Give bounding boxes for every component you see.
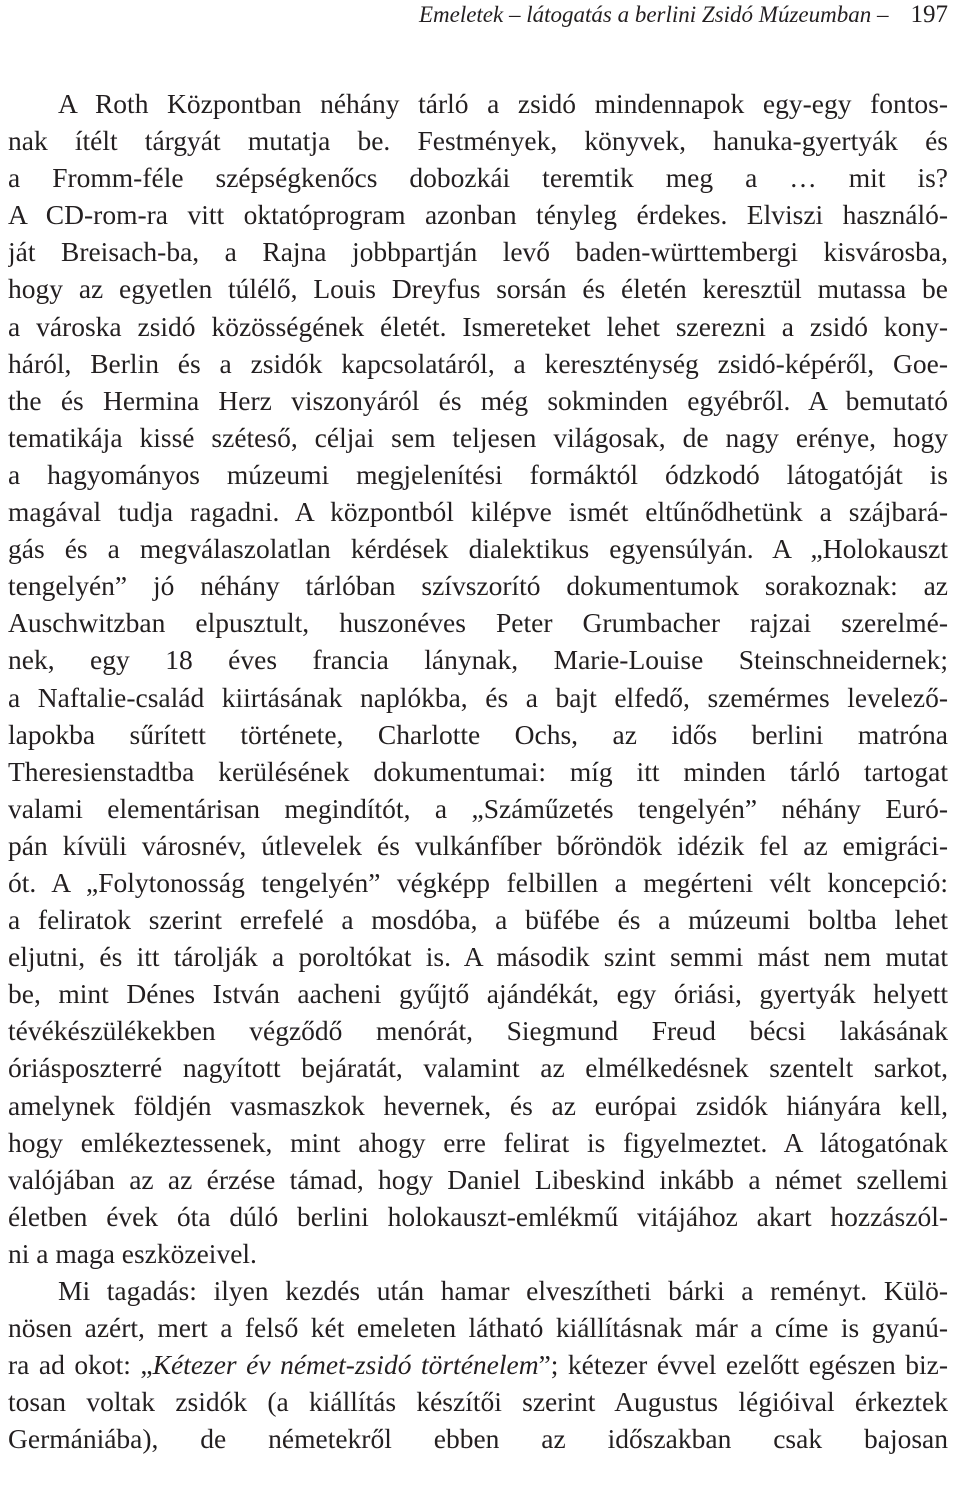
text-line: a Fromm-féle szépségkenőcs dobozkái teremtik meg a … mit is? [8, 162, 948, 194]
text-line: a hagyományos múzeumi megjelenítési formáktól ódzkodó látogatóját is [8, 458, 948, 490]
text-line: be, mint Dénes István aacheni gyűjtő ajándékát, egy óriási, gyertyák helyett [8, 978, 948, 1010]
text-line: Auschwitzban elpusztult, huszonéves Peter Grumbacher rajzai szerelmé- [8, 607, 948, 639]
text-line: ót. A „Folytonosság tengelyén” végképp felbillen a megérteni vélt koncepció: [8, 866, 948, 898]
text-line: nösen azért, mert a felső két emeleten látható kiállításnak már a címe is gyanú- [8, 1312, 948, 1344]
text-line: a Naftalie-család kiirtásának naplókba, és a bajt elfedő, szemérmes levelező- [8, 681, 948, 713]
text-line [8, 1346, 948, 1383]
text-line: ni a maga eszközeivel. [8, 1237, 257, 1269]
text-line: tévékészülékekben végződő menórát, Siegmund Freud bécsi lakásának [8, 1015, 948, 1047]
text-line: ját Breisach-ba, a Rajna jobbpartján levő baden-württembergi kisvárosba, [8, 236, 948, 268]
paragraph-1 [8, 85, 948, 1272]
text-line: hogy emlékeztessenek, mint ahogy erre felirat is figyelmeztet. A látogatónak [8, 1126, 948, 1158]
text-line: a feliratok szerint errefelé a mosdóba, a büfébe és a múzeumi boltba lehet [8, 904, 948, 936]
page-number: 197 [910, 1, 948, 28]
text-line: the és Hermina Herz viszonyáról és még sokminden egyébről. A bemutató [8, 384, 948, 416]
text-line: pán kívüli városnév, útlevelek és vulkánfíber bőröndök idézik fel az emigráci- [8, 829, 948, 861]
text-line: eljutni, és itt tárolják a poroltókat is. A második szint semmi mást nem mutat [8, 941, 948, 973]
text-run: ”; kétezer évvel ezelőtt egészen biz- [538, 1349, 948, 1381]
text-line: tengelyén” jó néhány tárlóban szívszorító dokumentumok sorakoznak: az [8, 570, 948, 602]
paragraph-2 [8, 1272, 948, 1457]
text-line: valami elementárisan megindítót, a „Száműzetés tengelyén” néhány Euró- [8, 792, 948, 824]
text-line: A Roth Központban néhány tárló a zsidó mindennapok egy-egy fontos- [58, 88, 948, 119]
text-line: óriásposzterré nagyított bejáratát, valamint az elmélkedésnek szentelt sarkot, [8, 1052, 948, 1084]
text-line: nak ítélt tárgyát mutatja be. Festmények, könyvek, hanuka-gyertyák és [8, 125, 948, 157]
text-line: valójában az az érzése támad, hogy Daniel Libeskind inkább a német szellemi [8, 1163, 948, 1195]
text-line: amelynek földjén vasmaszkok hevernek, és az európai zsidók hiányára kell, [8, 1089, 948, 1121]
text-line: nek, egy 18 éves francia lánynak, Marie-Louise Steinschneidernek; [8, 644, 948, 676]
text-line: Mi tagadás: ilyen kezdés után hamar elveszítheti bárki a reményt. Külö- [58, 1275, 948, 1306]
text-line: lapokba sűrített története, Charlotte Ochs, az idős berlini matróna [8, 718, 948, 750]
text-line: Theresienstadtba kerülésének dokumentumai: míg itt minden tárló tartogat [8, 755, 948, 787]
text-line: a városka zsidó közösségének életét. Ismereteket lehet szerezni a zsidó kony- [8, 310, 948, 342]
running-header [0, 0, 948, 40]
text-line: tematikája kissé széteső, céljai sem teljesen világosak, de nagy erénye, hogy [8, 421, 948, 453]
text-line: A CD-rom-ra vitt oktatóprogram azonban tényleg érdekes. Elviszi használó- [8, 199, 948, 231]
text-line: tosan voltak zsidók (a kiállítás készítői szerint Augustus légióival érkeztek [8, 1386, 948, 1418]
text-line: háról, Berlin és a zsidók kapcsolatáról, a kereszténység zsidó-képéről, Goe- [8, 347, 948, 379]
text-run: ra ad okot: „ [8, 1349, 153, 1381]
text-line: életben évek óta dúló berlini holokauszt-emlékmű vitájához akart hozzászól- [8, 1200, 948, 1232]
text-line: hogy az egyetlen túlélő, Louis Dreyfus sorsán és életén keresztül mutassa be [8, 273, 948, 305]
exhibition-title: Kétezer év német-zsidó történelem [152, 1349, 539, 1381]
body-text [8, 85, 948, 1457]
running-title: Emeletek – látogatás a berlini Zsidó Múzeumban – [418, 2, 889, 27]
text-line: Germániába), de németekről ebben az időszakban csak bajosan [8, 1423, 948, 1455]
text-line: gás és a megválaszolatlan kérdések dialektikus egyensúlyán. A „Holokauszt [8, 533, 948, 565]
text-line: magával tudja ragadni. A központból kilépve ismét eltűnődhetünk a szájbará- [8, 496, 948, 528]
